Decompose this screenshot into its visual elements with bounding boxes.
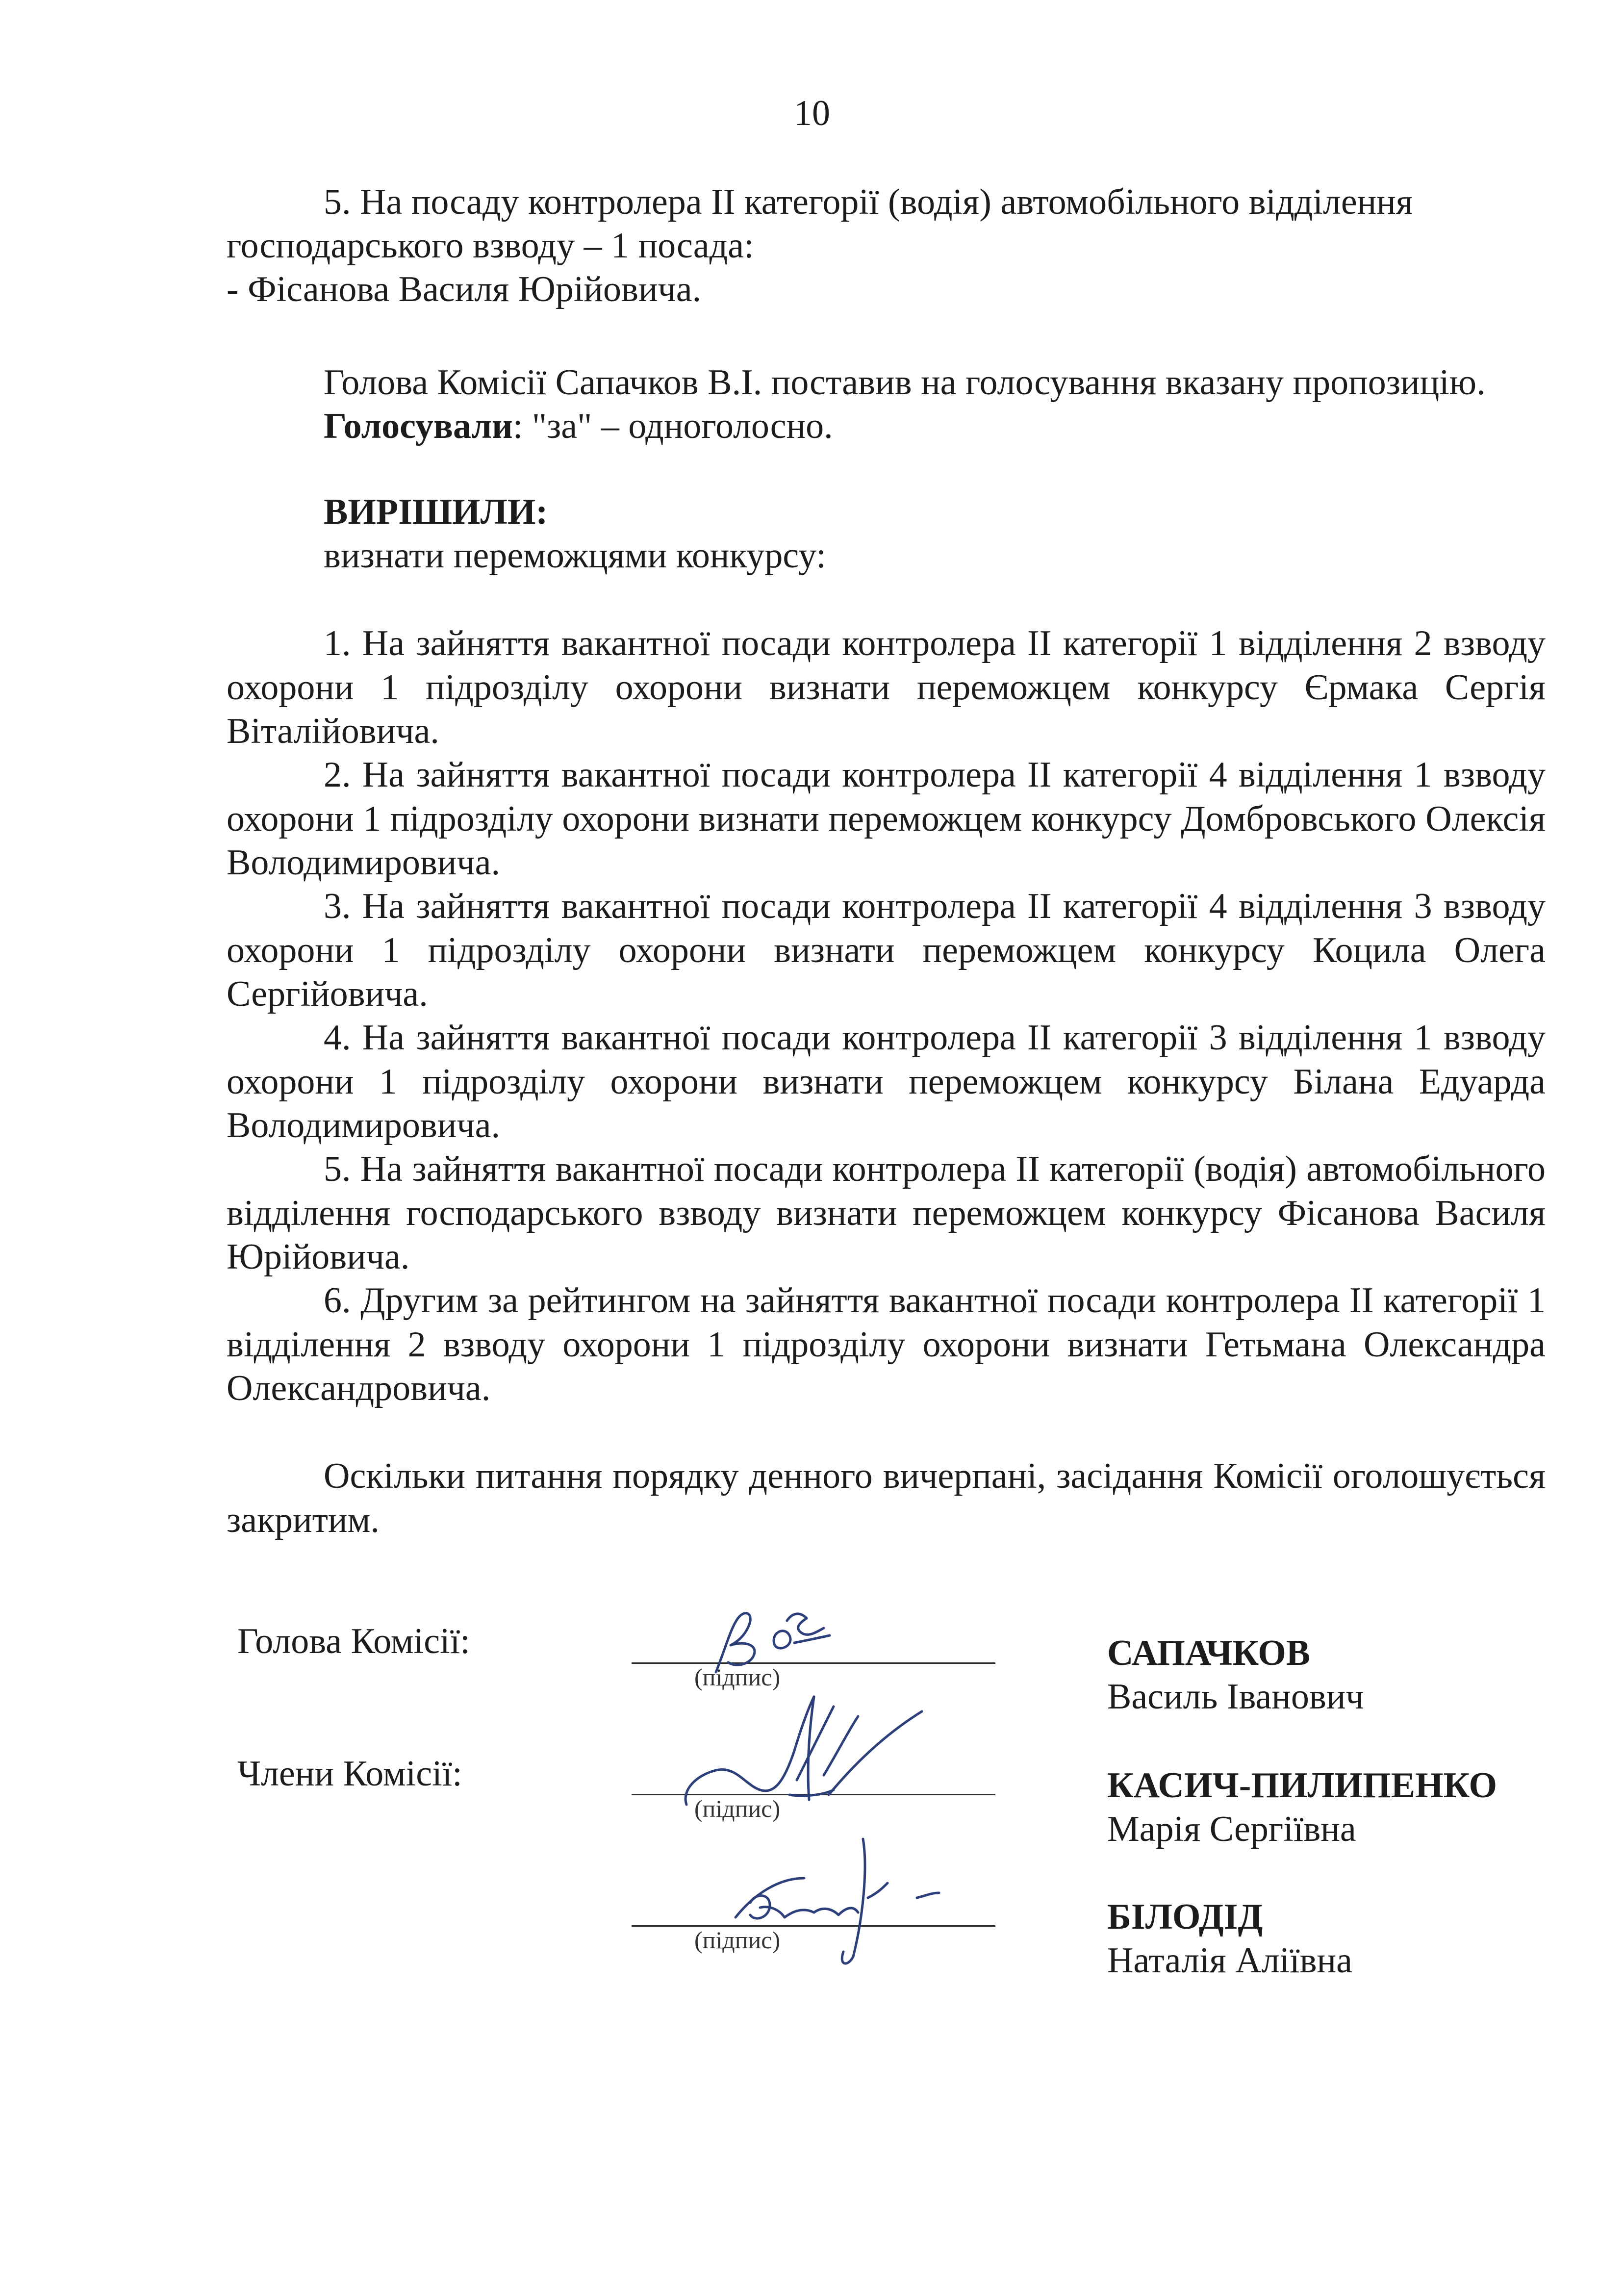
decision-item-1: 1. На зайняття вакантної посади контролера ІІ категорії 1 відділення 2 взводу охорони 1 підрозділу охорони визнати переможцем конкурсу Єрмака Сергія Віталійовича.: [227, 623, 1546, 751]
signature-caption-2: (підпис): [694, 1795, 781, 1822]
signature-caption-3: (підпис): [694, 1926, 781, 1954]
decision-intro: визнати переможцями конкурсу:: [324, 535, 826, 576]
person-2-given: Марія Сергіївна: [1107, 1809, 1356, 1849]
page-number: 10: [794, 93, 830, 133]
closing-paragraph: Оскільки питання порядку денного вичерпані, засідання Комісії оголошується закритим.: [227, 1456, 1546, 1540]
members-label: Члени Комісії:: [237, 1754, 462, 1794]
person-1-given: Василь Іванович: [1107, 1677, 1364, 1717]
decision-item-6: 6. Другим за рейтингом на зайняття вакантної посади контролера ІІ категорії 1 відділення 2 взводу охорони 1 підрозділу охорони визнати Гетьмана Олександра Олександровича.: [227, 1280, 1546, 1408]
decision-item-2: 2. На зайняття вакантної посади контролера ІІ категорії 4 відділення 1 взводу охорони 1 підрозділу охорони визнати переможцем конкурсу Домбровського Олексія Володимировича.: [227, 755, 1546, 883]
chair-label: Голова Комісії:: [237, 1621, 470, 1661]
person-3-given: Наталія Аліївна: [1107, 1940, 1353, 1981]
item5-top-line3: - Фісанова Василя Юрійовича.: [227, 269, 702, 309]
item5-top-line1: 5. На посаду контролера ІІ категорії (водія) автомобільного відділення: [324, 182, 1413, 222]
item5-top-line2: господарського взводу – 1 посада:: [227, 226, 754, 266]
person-1-surname: САПАЧКОВ: [1107, 1633, 1311, 1673]
decision-item-4: 4. На зайняття вакантної посади контролера ІІ категорії 3 відділення 1 взводу охорони 1 підрозділу охорони визнати переможцем конкурсу Білана Едуарда Володимировича.: [227, 1018, 1546, 1146]
person-3-surname: БІЛОДІД: [1107, 1897, 1263, 1937]
vote-label: Голосували: [324, 406, 513, 446]
signature-chair-image: [701, 1599, 848, 1682]
person-2-surname: КАСИЧ-ПИЛИПЕНКО: [1107, 1765, 1497, 1806]
vote-line: [324, 405, 833, 449]
signature-member-1-image: [677, 1677, 951, 1819]
decision-item-3: 3. На зайняття вакантної посади контролера ІІ категорії 4 відділення 3 взводу охорони 1 підрозділу охорони визнати переможцем конкурсу Коцила Олега Сергійовича.: [227, 886, 1546, 1014]
vote-result: : "за" – одноголосно.: [512, 406, 833, 446]
signature-member-2-image: [716, 1819, 971, 1976]
vote-text: Голова Комісії Сапачков В.І. поставив на голосування вказану пропозицію.: [324, 362, 1486, 403]
decision-heading: ВИРІШИЛИ:: [324, 492, 548, 532]
decision-item-5: 5. На зайняття вакантної посади контролера ІІ категорії (водія) автомобільного відділення господарського взводу визнати переможцем конкурсу Фісанова Василя Юрійовича.: [227, 1149, 1546, 1277]
signature-caption-1: (підпис): [694, 1663, 781, 1691]
